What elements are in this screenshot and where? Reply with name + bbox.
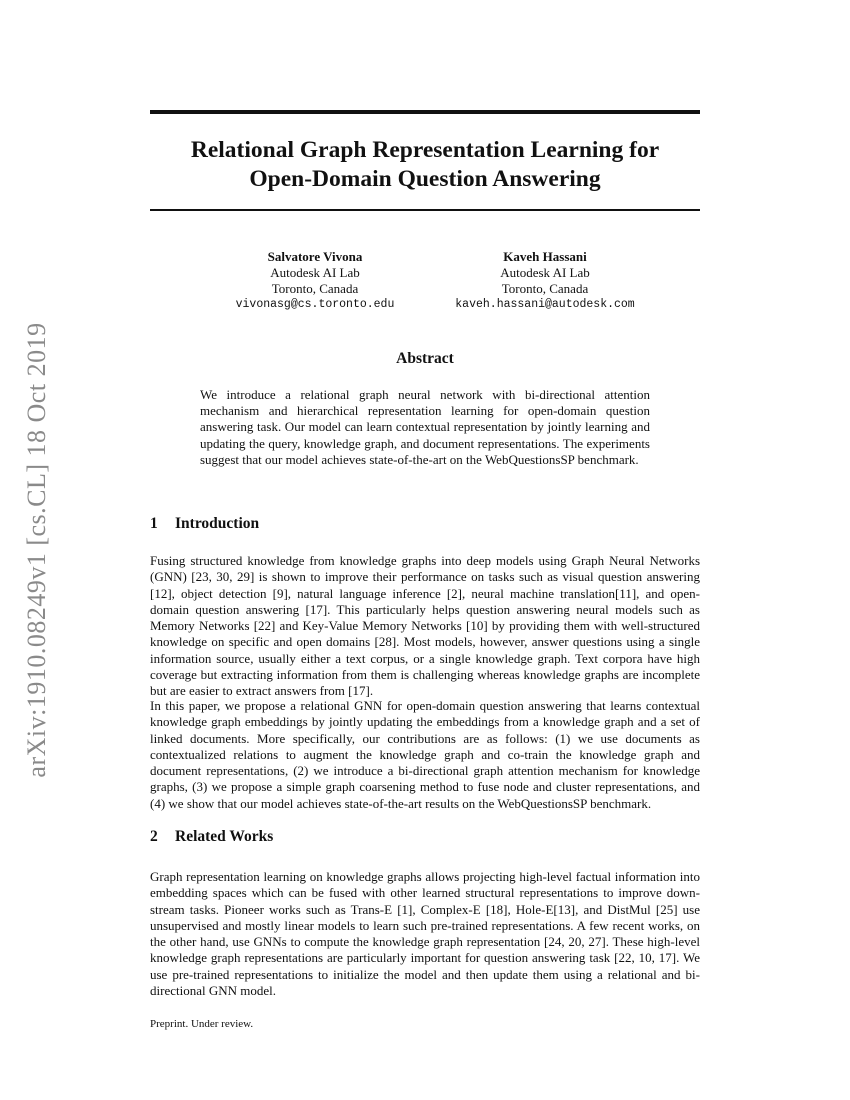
title-top-rule	[150, 110, 700, 114]
author-location: Toronto, Canada	[501, 281, 589, 296]
author-name: Salvatore Vivona	[267, 249, 363, 264]
introduction-paragraph-2: In this paper, we propose a relational GNN for open-domain question answering that learns contextual knowledge graph embeddings by jointly updating the embeddings from a knowledge graph and a set of linked documents. More specifically, our contributions are as follows: (1) we use documents as contextualized relations to augment the knowledge graph and co-train the knowledge graph and document representations, (2) we introduce a bi-directional graph attention mechanism for knowledge graphs, (3) we propose a simple graph coarsening method to fuse node and cluster representations, and (4) we show that our model achieves state-of-the-art results on the WebQuestionsSP benchmark.	[150, 698, 700, 811]
author-block-1	[205, 249, 425, 313]
section-title: Introduction	[175, 515, 260, 532]
author-email: vivonasg@cs.toronto.edu	[235, 298, 395, 311]
introduction-paragraph-1: Fusing structured knowledge from knowledge graphs into deep models using Graph Neural Networks (GNN) [23, 30, 29] is shown to improve their performance on tasks such as visual question answering [12], object detection [9], natural language inference [2], neural machine translation[11], and open-domain question answering [17]. This particularly helps question answering neural models such as Memory Networks [22] and Key-Value Memory Networks [10] by providing them with well-structured knowledge on specific and open domains [28]. Most models, however, answer questions using a single information source, usually either a text corpus, or a single knowledge graph. Text corpora have high coverage but extracting information from them is challenging whereas knowledge graphs are incomplete but are easier to extract answers from [17].	[150, 553, 700, 699]
author-block-2	[435, 249, 655, 313]
paper-title-line-1: Relational Graph Representation Learning for	[190, 137, 660, 163]
author-name: Kaveh Hassani	[503, 249, 587, 264]
abstract-text: We introduce a relational graph neural network with bi-directional attention mechanism and hierarchical representation learning for open-domain question answering task. Our model can learn contextual representation by jointly learning and updating the query, knowledge graph, and document representations. The experiments suggest that our model achieves state-of-the-art on the WebQuestionsSP benchmark.	[200, 387, 650, 467]
author-affiliation: Autodesk AI Lab	[500, 265, 590, 280]
section-heading-introduction	[150, 515, 700, 533]
title-bottom-rule	[150, 209, 700, 211]
author-location: Toronto, Canada	[271, 281, 359, 296]
section-number: 1	[150, 515, 158, 532]
preprint-footer: Preprint. Under review.	[150, 1018, 254, 1030]
paper-title-line-2: Open-Domain Question Answering	[249, 166, 601, 192]
section-heading-related-works	[150, 828, 700, 846]
paper-title	[150, 136, 700, 194]
abstract-heading: Abstract	[396, 350, 454, 367]
section-number: 2	[150, 828, 158, 845]
arxiv-identifier-stamp: arXiv:1910.08249v1 [cs.CL] 18 Oct 2019	[22, 322, 51, 778]
section-title: Related Works	[175, 828, 274, 845]
related-works-paragraph-1: Graph representation learning on knowledge graphs allows projecting high-level factual information into embedding spaces which can be fused with other learned structural representations to improve down-stream tasks. Pioneer works such as Trans-E [1], Complex-E [18], Hole-E[13], and DistMul [25] use unsupervised and mostly linear models to learn such pre-trained representations. A few recent works, on the other hand, use GNNs to compute the knowledge graph representation [24, 20, 27]. These high-level knowledge graph representations are particularly important for question answering task [22, 10, 17]. We use pre-trained representations to initialize the model and then update them using a relational and bi-directional GNN model.	[150, 869, 700, 999]
author-email: kaveh.hassani@autodesk.com	[455, 298, 635, 311]
author-affiliation: Autodesk AI Lab	[270, 265, 360, 280]
